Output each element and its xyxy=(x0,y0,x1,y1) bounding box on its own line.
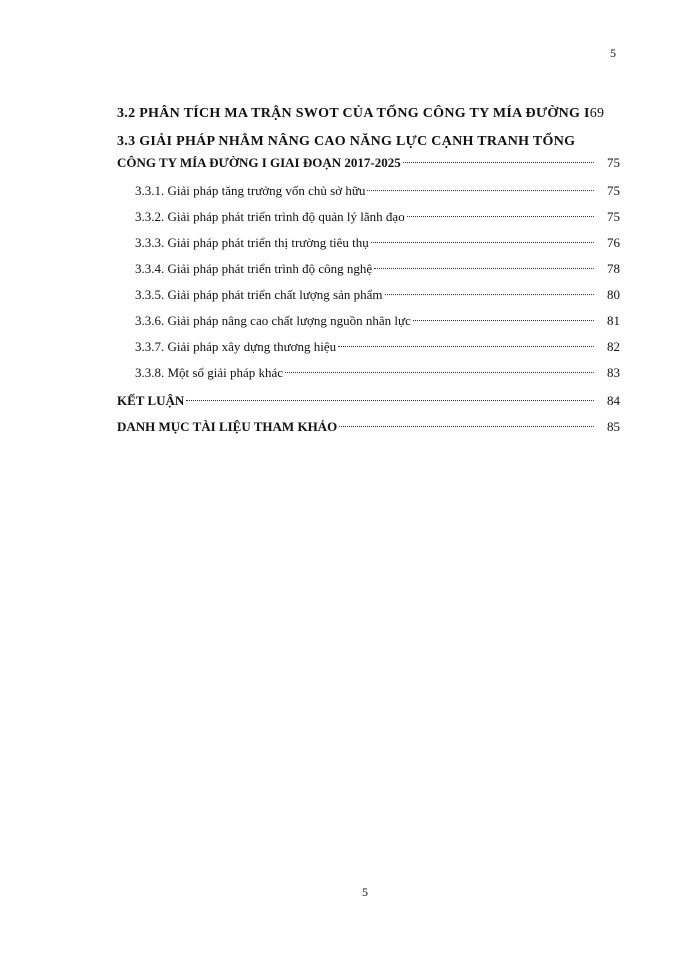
toc-subentry[interactable] xyxy=(117,308,620,334)
toc-entry-3-3-line1[interactable]: 3.3 GIẢI PHÁP NHẰM NÂNG CAO NĂNG LỰC CẠNH TRANH TỔNG xyxy=(117,134,576,149)
dot-leader xyxy=(371,242,594,243)
toc-subentry-title: 3.3.5. Giải pháp phát triển chất lượng sản phẩm xyxy=(135,287,383,302)
toc-entry-3-2-page: 69 xyxy=(589,106,605,121)
toc-subentry-page: 78 xyxy=(607,261,620,276)
toc-subentry-title: 3.3.6. Giải pháp nâng cao chất lượng nguồn nhân lực xyxy=(135,313,411,328)
toc-entry-3-2-title: 3.2 PHÂN TÍCH MA TRẬN SWOT CỦA TỔNG CÔNG TY MÍA ĐƯỜNG I xyxy=(117,106,590,121)
toc-entry-references-title: DANH MỤC TÀI LIỆU THAM KHẢO xyxy=(117,419,338,434)
toc-subentry-title: 3.3.1. Giải pháp tăng trưởng vốn chủ sở hữu xyxy=(135,183,366,198)
dot-leader xyxy=(374,268,594,269)
toc-subentry[interactable] xyxy=(117,178,620,204)
dot-leader xyxy=(285,372,594,373)
toc-entry-3-2[interactable] xyxy=(117,104,620,124)
toc-entry-references[interactable] xyxy=(117,414,620,440)
toc-entry-ket-luan-page: 84 xyxy=(607,393,620,408)
dot-leader xyxy=(186,400,594,401)
table-of-contents xyxy=(117,104,620,440)
toc-subentry-page: 75 xyxy=(607,183,620,198)
toc-entry-3-3-title: CÔNG TY MÍA ĐƯỜNG I GIAI ĐOẠN 2017-2025 xyxy=(117,155,401,170)
toc-subentry[interactable] xyxy=(117,334,620,360)
toc-subentry[interactable] xyxy=(117,256,620,282)
dot-leader xyxy=(413,320,594,321)
toc-subentry-title: 3.3.4. Giải pháp phát triển trình độ công nghệ xyxy=(135,261,373,276)
toc-subentry-title: 3.3.8. Một số giải pháp khác xyxy=(135,365,284,380)
toc-subentry-page: 82 xyxy=(607,339,620,354)
toc-subentry-page: 75 xyxy=(607,209,620,224)
toc-subentry[interactable] xyxy=(117,360,620,386)
toc-subentry[interactable] xyxy=(117,204,620,230)
toc-entry-references-page: 85 xyxy=(607,419,620,434)
header-page-number: 5 xyxy=(610,46,616,60)
toc-entry-ket-luan-title: KẾT LUẬN xyxy=(117,393,185,408)
dot-leader xyxy=(338,346,594,347)
toc-subentry-page: 83 xyxy=(607,365,620,380)
toc-subentry-page: 76 xyxy=(607,235,620,250)
toc-subentry-title: 3.3.7. Giải pháp xây dựng thương hiệu xyxy=(135,339,337,354)
toc-entry-3-3-page: 75 xyxy=(607,155,620,170)
toc-subentry-page: 80 xyxy=(607,287,620,302)
toc-subentry-title: 3.3.3. Giải pháp phát triển thị trường tiêu thụ xyxy=(135,235,369,250)
dot-leader xyxy=(403,162,594,163)
footer-page-number: 5 xyxy=(362,885,368,899)
toc-entry-ket-luan[interactable] xyxy=(117,388,620,414)
toc-subentry-page: 81 xyxy=(607,313,620,328)
dot-leader xyxy=(367,190,594,191)
dot-leader xyxy=(407,216,594,217)
toc-subentry[interactable] xyxy=(117,282,620,308)
toc-subentry[interactable] xyxy=(117,230,620,256)
toc-entry-3-3[interactable] xyxy=(117,152,620,174)
dot-leader xyxy=(385,294,594,295)
dot-leader xyxy=(339,426,594,427)
toc-subentry-title: 3.3.2. Giải pháp phát triển trình độ quản lý lãnh đạo xyxy=(135,209,405,224)
